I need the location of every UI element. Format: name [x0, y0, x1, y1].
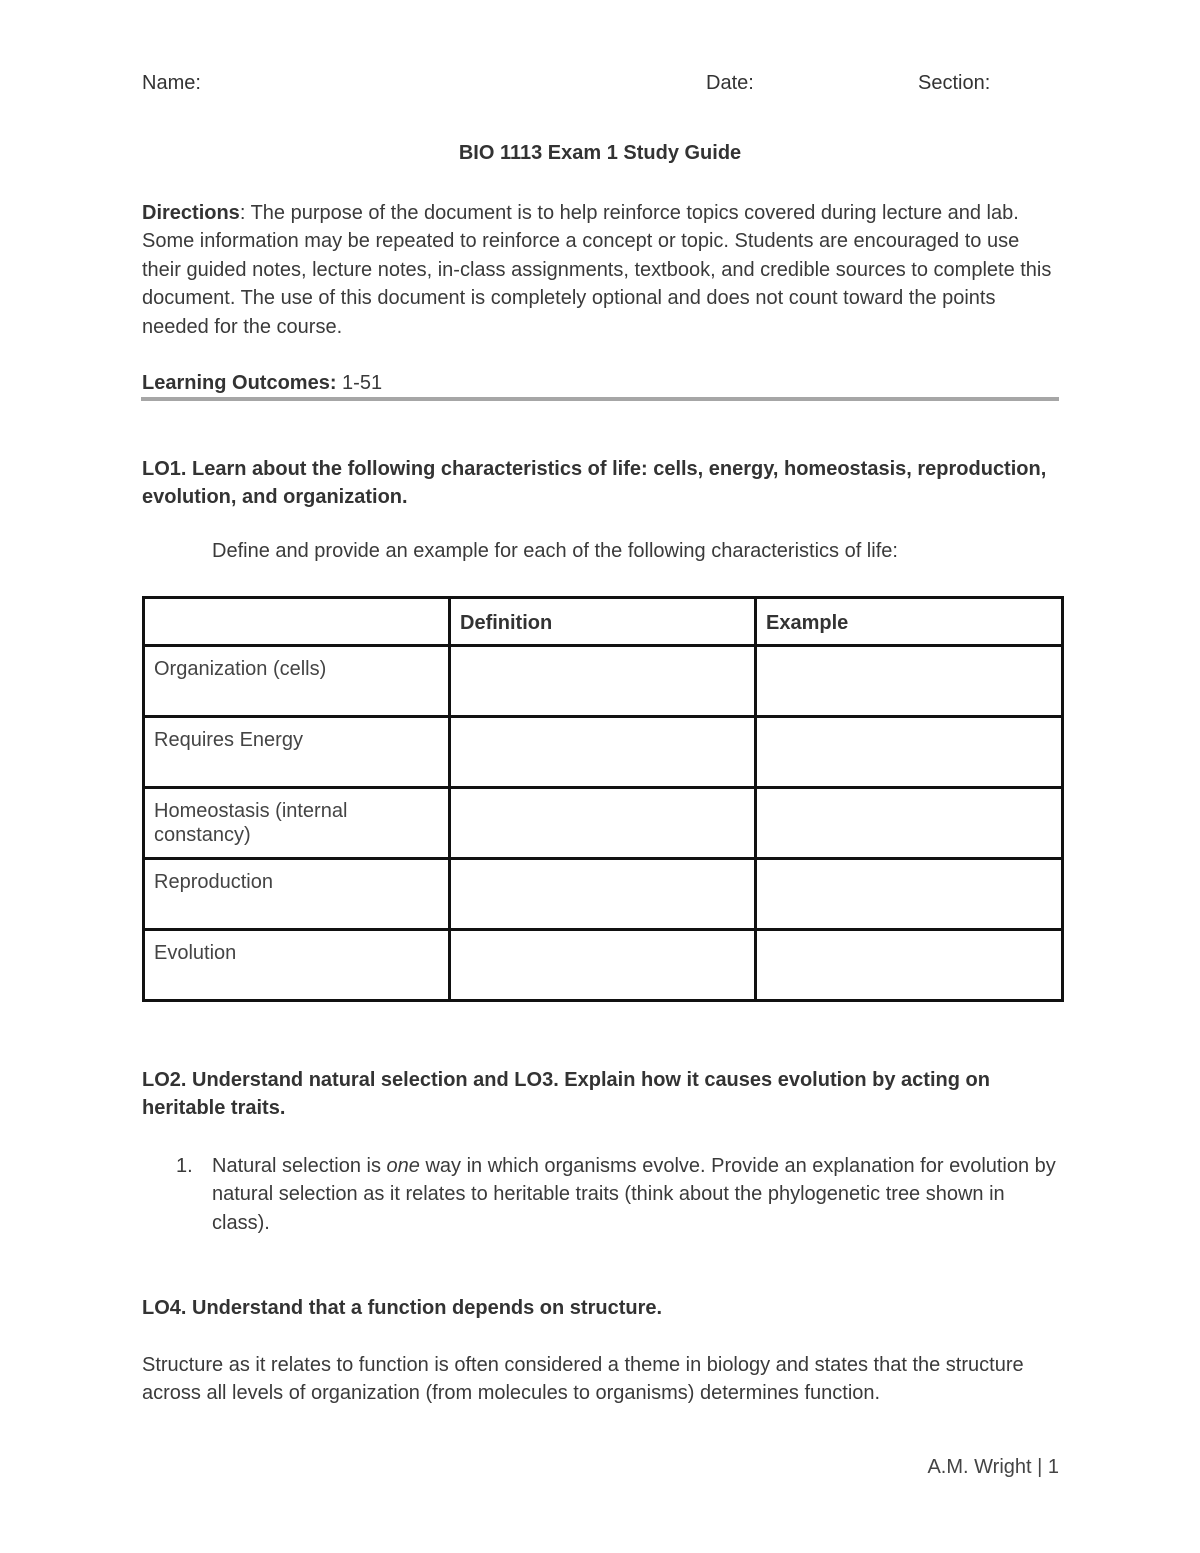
learning-outcomes: [142, 369, 1062, 397]
section-divider: [141, 397, 1059, 401]
table-header-definition: Definition: [450, 598, 756, 646]
characteristic-label: Evolution: [144, 930, 450, 1001]
lo1-heading: LO1. Learn about the following characteristics of life: cells, energy, homeostasis, reproduction, evolution, and organization.: [142, 458, 1047, 509]
question-text-start: Natural selection is: [212, 1155, 387, 1177]
characteristic-label: Reproduction: [144, 859, 450, 930]
question-text-end: way in which organisms evolve. Provide an explanation for evolution by natural selection as it relates to heritable traits (think about the phylogenetic tree shown in class).: [212, 1155, 1056, 1234]
table-row: [144, 717, 1063, 788]
table-row: [144, 859, 1063, 930]
learning-outcomes-label: Learning Outcomes:: [142, 372, 337, 394]
characteristic-label: Requires Energy: [144, 717, 450, 788]
definition-answer-cell[interactable]: [450, 788, 756, 859]
example-answer-cell[interactable]: [756, 646, 1063, 717]
list-item: [142, 1152, 1062, 1237]
lo4-paragraph: Structure as it relates to function is often considered a theme in biology and states that the structure across all levels of organization (from molecules to organisms) determines function.: [142, 1354, 1024, 1405]
table-row: [144, 930, 1063, 1001]
page-title: BIO 1113 Exam 1 Study Guide: [458, 142, 742, 164]
directions-paragraph: [142, 199, 1062, 341]
directions-text: : The purpose of the document is to help reinforce topics covered during lecture and lab. Some information may be repeated to reinforce a concept or topic. Students are encouraged to use their guided notes, lecture notes, in-class assignments, textbook, and credible sources to complete this document. The use of this document is completely optional and does not count toward the points needed for the course.: [142, 202, 1052, 338]
date-label: Date:: [706, 72, 754, 94]
lo2-heading: LO2. Understand natural selection and LO3. Explain how it causes evolution by acting on heritable traits.: [142, 1069, 990, 1120]
name-label: Name:: [142, 72, 201, 94]
learning-outcomes-value: 1-51: [336, 372, 383, 394]
characteristics-table: [142, 596, 1064, 1002]
example-answer-cell[interactable]: [756, 930, 1063, 1001]
example-answer-cell[interactable]: [756, 788, 1063, 859]
table-header-example: Example: [756, 598, 1063, 646]
table-row: [144, 788, 1063, 859]
characteristic-label: Organization (cells): [144, 646, 450, 717]
example-answer-cell[interactable]: [756, 717, 1063, 788]
table-header-row: [144, 598, 1063, 646]
page-footer: A.M. Wright | 1: [927, 1456, 1059, 1478]
lo1-instruction: Define and provide an example for each of the following characteristics of life:: [212, 540, 898, 562]
definition-answer-cell[interactable]: [450, 717, 756, 788]
directions-label: Directions: [142, 202, 240, 224]
section-label: Section:: [918, 72, 991, 94]
example-answer-cell[interactable]: [756, 859, 1063, 930]
lo2-question-list: [142, 1152, 1062, 1237]
lo4-heading: LO4. Understand that a function depends on structure.: [142, 1297, 663, 1319]
question-emphasis: one: [386, 1155, 420, 1177]
characteristic-label: Homeostasis (internal constancy): [144, 788, 450, 859]
table-row: [144, 646, 1063, 717]
definition-answer-cell[interactable]: [450, 859, 756, 930]
question-number: 1.: [176, 1155, 193, 1177]
definition-answer-cell[interactable]: [450, 930, 756, 1001]
definition-answer-cell[interactable]: [450, 646, 756, 717]
table-header-cell-empty: [144, 598, 450, 646]
